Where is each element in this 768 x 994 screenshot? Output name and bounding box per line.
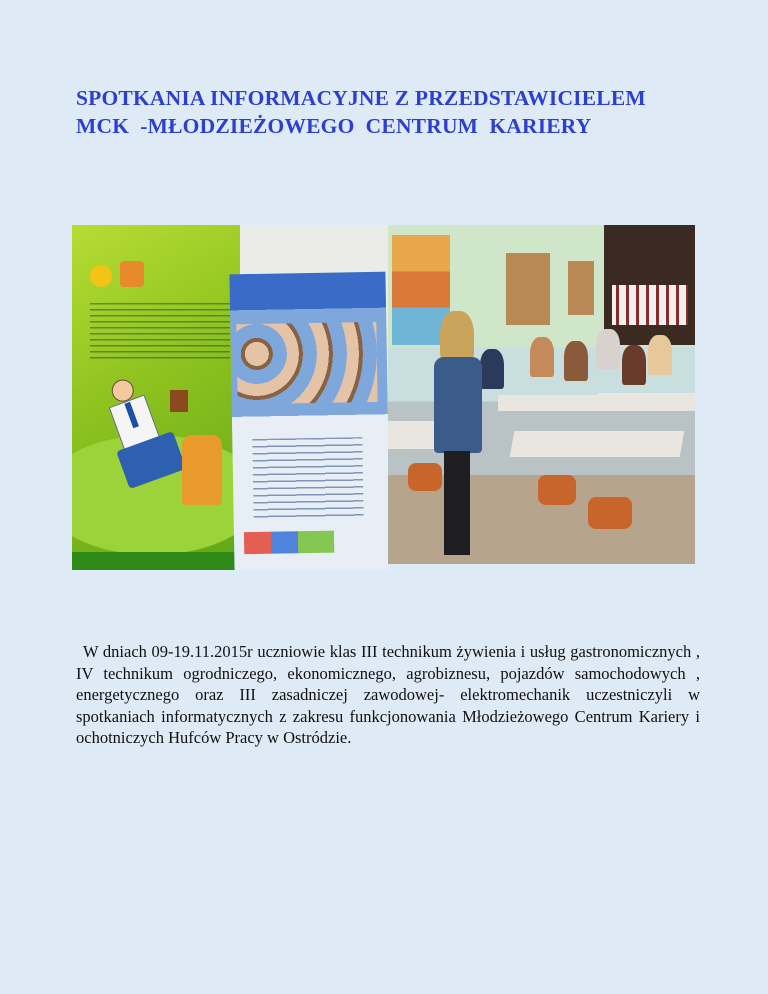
page-title [76, 84, 716, 140]
leaflet-group-photo [236, 322, 377, 404]
leaflet-text-lines [90, 303, 230, 363]
title-line-2: MCK -MŁODZIEŻOWEGO CENTRUM KARIERY [76, 114, 592, 138]
cork-board [506, 253, 550, 325]
chair [588, 497, 632, 529]
desk [598, 393, 695, 411]
leaflet-sponsor-logos [244, 531, 334, 555]
student [596, 329, 620, 369]
mck-leaflet [72, 225, 240, 570]
office-chair-illustration [182, 435, 222, 505]
bookshelf [604, 225, 695, 345]
student [622, 345, 646, 385]
title-line-1: SPOTKANIA INFORMACYJNE Z PRZEDSTAWICIELEM [76, 86, 646, 110]
presenter-figure [432, 311, 484, 555]
mck-logo [120, 261, 144, 287]
desk [498, 395, 598, 411]
student [530, 337, 554, 377]
ohp-logo [90, 265, 112, 287]
leaflets-photo [72, 225, 388, 570]
leaflet-text-lines [252, 437, 363, 519]
ohp-leaflet [229, 272, 388, 570]
student [564, 341, 588, 381]
cork-board [568, 261, 594, 315]
article-paragraph: W dniach 09-19.11.2015r uczniowie klas III technikum żywienia i usług gastronomicznych , IV technikum ogrodniczego, ekonomicznego, agrobiznesu, pojazdów samochodowych , energetycznego oraz III zasadniczej zawodowej- elektromechanik uczestniczyli w spotkaniach informatycznych z zakresu funkcjonowania Młodzieżowego Centrum Kariery i ochotniczych Hufców Pracy w Ostródzie. [76, 642, 700, 747]
desk [510, 431, 685, 457]
classroom-photo [388, 225, 695, 564]
briefcase-illustration [170, 390, 188, 412]
student [648, 335, 672, 375]
leaflet-bottom-stripe [72, 552, 240, 570]
chair [538, 475, 576, 505]
